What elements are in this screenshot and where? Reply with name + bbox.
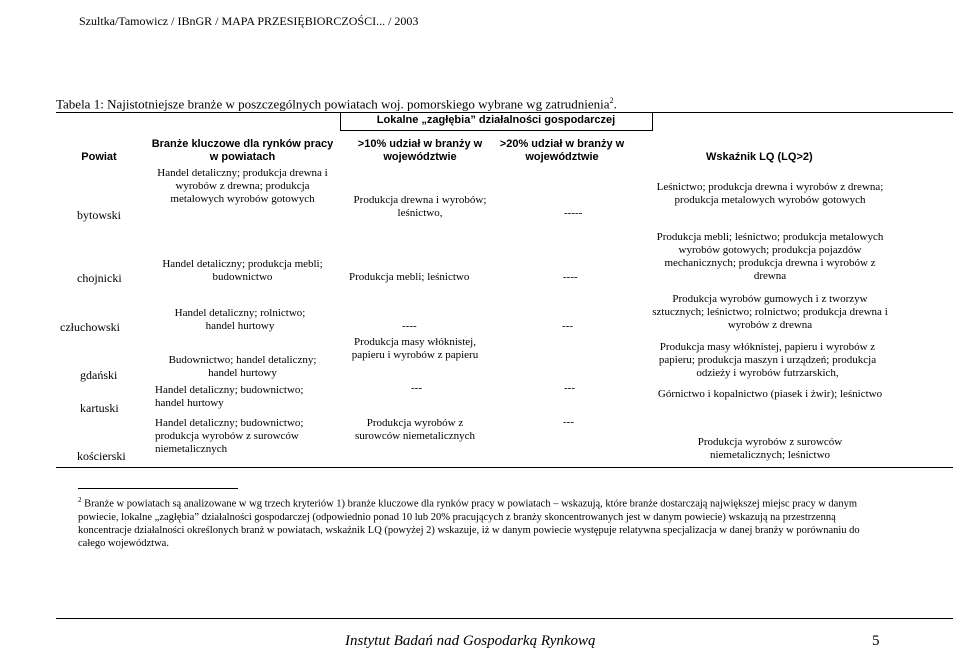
caption-text: Tabela 1: Najistotniejsze branże w poszczególnych powiatach woj. pomorskiego wybrane wg zatrudnienia: [56, 96, 610, 112]
footer-rule: [56, 618, 953, 619]
col-header-powiat: Powiat: [81, 151, 117, 163]
col-header-lq: Wskaźnik LQ (LQ>2): [706, 151, 813, 163]
cell-powiat-bytowski: bytowski: [77, 208, 122, 222]
footnote-number: 2: [78, 496, 82, 504]
cell-branze-koscierski: Handel detaliczny; budownictwo; produkcja wyrobów z surowców niemetalicznych: [155, 417, 304, 455]
col-header-10pct: >10% udział w branży w województwie: [357, 138, 483, 163]
cell-20pct-koscierski: ---: [563, 416, 574, 428]
footnote-text: Branże w powiatach są analizowane w wg trzech kryteriów 1) branże kluczowe dla rynków pracy w powiatach – wskazują, które branże dostarczają największej miejsc pracy w danym powiecie, lokalne „zagłębia” działalności gospodarczej (odpowiednio ponad 10 lub 20% pracujących z branży skoncentrowanych jest w danym powiecie) wskazują na przestrzenną koncentracje działalności określonych branż w powiatach, wskaźnik LQ (powyżej 2) wskazuje, iż w danym powiecie występuje relatywna specjalizacja w danej branży w porównaniu do całego województwa.: [78, 498, 860, 549]
cell-20pct-chojnicki: ----: [563, 271, 578, 283]
cell-10pct-kartuski: ---: [411, 382, 422, 394]
group-header: Lokalne „zagłębia” działalności gospodarczej: [376, 114, 616, 126]
cell-10pct-bytowski: Produkcja drewna i wyrobów; leśnictwo,: [353, 194, 487, 219]
group-header-right-border: [652, 112, 653, 131]
cell-10pct-gdanski: Produkcja masy włóknistej, papieru i wyrobów z papieru: [351, 336, 479, 361]
cell-lq-koscierski: Produkcja wyrobów z surowców niemetalicznych; leśnictwo: [697, 436, 843, 461]
footnote: [78, 494, 878, 550]
cell-branze-czluchowski: Handel detaliczny; rolnictwo; handel hurtowy: [174, 307, 306, 332]
table-top-border: [56, 112, 953, 113]
cell-powiat-koscierski: kościerski: [77, 449, 126, 463]
cell-10pct-czluchowski: ----: [402, 320, 417, 332]
cell-10pct-chojnicki: Produkcja mebli; leśnictwo: [349, 271, 470, 283]
cell-powiat-chojnicki: chojnicki: [77, 271, 122, 285]
col-header-20pct: >20% udział w branży w województwie: [499, 138, 625, 163]
col-header-branze: Branże kluczowe dla rynków pracy w powiatach: [151, 138, 334, 163]
cell-lq-gdanski: Produkcja masy włóknistej, papieru i wyrobów z papieru; produkcja maszyn i urządzeń; produkcja odzieży i wyrobów futrzarskich,: [658, 341, 877, 379]
caption-suffix: .: [613, 96, 617, 112]
cell-branze-kartuski: Handel detaliczny; budownictwo; handel hurtowy: [155, 384, 304, 409]
cell-20pct-bytowski: -----: [564, 207, 583, 219]
cell-20pct-kartuski: ---: [564, 382, 575, 394]
cell-branze-chojnicki: Handel detaliczny; produkcja mebli; budownictwo: [162, 258, 323, 283]
cell-lq-kartuski: Górnictwo i kopalnictwo (piasek i żwir); leśnictwo: [657, 388, 883, 400]
cell-powiat-gdanski: gdański: [80, 368, 118, 382]
cell-lq-bytowski: Leśnictwo; produkcja drewna i wyrobów z drewna; produkcja metalowych wyrobów gotowych: [656, 181, 884, 206]
cell-powiat-kartuski: kartuski: [80, 401, 119, 415]
cell-lq-czluchowski: Produkcja wyrobów gumowych i z tworzyw sztucznych; leśnictwo; rolnictwo; produkcja drewna i wyrobów z drewna: [652, 293, 888, 331]
page-number: 5: [872, 633, 880, 649]
cell-20pct-czluchowski: ---: [562, 320, 573, 332]
cell-powiat-czluchowski: człuchowski: [60, 320, 120, 334]
table-bottom-border: [56, 467, 953, 468]
footnote-separator: [78, 488, 238, 489]
group-header-underline: [340, 130, 652, 131]
cell-branze-bytowski: Handel detaliczny; produkcja drewna i wyrobów z drewna; produkcja metalowych wyrobów gotowych: [157, 167, 328, 205]
cell-10pct-koscierski: Produkcja wyrobów z surowców niemetalicznych: [354, 417, 476, 442]
footer-institute: Instytut Badań nad Gospodarką Rynkową: [345, 633, 596, 649]
running-header: Szultka/Tamowicz / IBnGR / MAPA PRZESIĘBIORCZOŚCI... / 2003: [79, 14, 419, 28]
cell-lq-chojnicki: Produkcja mebli; leśnictwo; produkcja metalowych wyrobów gotowych; produkcja pojazdów mechanicznych; produkcja drewna i wyrobów z drewna: [656, 231, 884, 282]
caption-footnote-ref: 2: [609, 96, 614, 105]
table-caption: [56, 96, 617, 112]
cell-branze-gdanski: Budownictwo; handel detaliczny; handel hurtowy: [168, 354, 317, 379]
